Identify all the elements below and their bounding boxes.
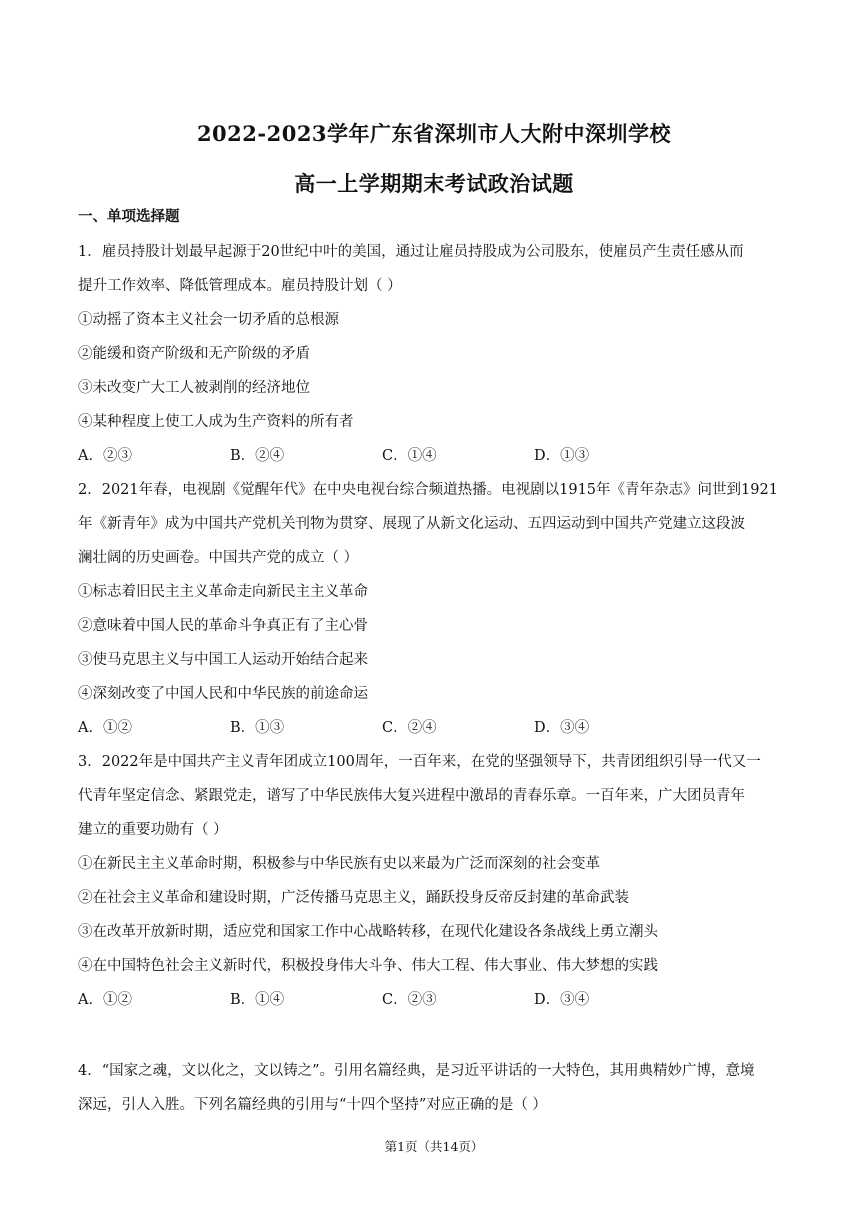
- q1-option-c: C．①④: [382, 448, 437, 464]
- q4-stem-line-2: 深远，引人入胜。下列名篇经典的引用与“十四个坚持”对应正确的是（ ）: [78, 1097, 547, 1113]
- q1-stem-line-2: 提升工作效率、降低管理成本。雇员持股计划（ ）: [78, 278, 402, 294]
- q2-stem-line-3: 澜壮阔的历史画卷。中国共产党的成立（ ）: [78, 550, 359, 566]
- q1-option-a: A．②③: [78, 448, 132, 464]
- q1-item-3: ③未改变广大工人被剥削的经济地位: [78, 380, 310, 396]
- q3-option-c: C．②③: [382, 992, 437, 1008]
- q1-option-d: D．①③: [534, 448, 590, 464]
- q1-option-b: B．②④: [230, 448, 285, 464]
- q2-stem-line-2: 年《新青年》成为中国共产党机关刊物为贯穿、展现了从新文化运动、五四运动到中国共产党建立这段波: [78, 516, 745, 532]
- q3-stem-line-3: 建立的重要功勋有（ ）: [78, 822, 228, 838]
- q3-item-2: ②在社会主义革命和建设时期，广泛传播马克思主义，踊跃投身反帝反封建的革命武装: [78, 890, 629, 906]
- q3-option-a: A．①②: [78, 992, 132, 1008]
- q2-stem-line-1: 2．2021年春，电视剧《觉醒年代》在中央电视台综合频道热播。电视剧以1915年《青年杂志》问世到1921: [78, 482, 778, 498]
- q2-item-3: ③使马克思主义与中国工人运动开始结合起来: [78, 652, 368, 668]
- title-line-1: 2022-2023学年广东省深圳市人大附中深圳学校: [196, 121, 672, 146]
- q4-stem-line-1: 4．“国家之魂，文以化之，文以铸之”。引用名篇经典，是习近平讲话的一大特色，其用典精妙广博，意境: [78, 1063, 755, 1079]
- title-line-2: 高一上学期期末考试政治试题: [294, 171, 574, 196]
- q3-option-b: B．①④: [230, 992, 285, 1008]
- q3-item-3: ③在改革开放新时期，适应党和国家工作中心战略转移，在现代化建设各条战线上勇立潮头: [78, 924, 658, 940]
- q3-stem-line-2: 代青年坚定信念、紧跟党走，谱写了中华民族伟大复兴进程中激昂的青春乐章。一百年来，广大团员青年: [78, 788, 745, 804]
- q2-item-2: ②意味着中国人民的革命斗争真正有了主心骨: [78, 618, 368, 634]
- q3-stem-line-1: 3．2022年是中国共产主义青年团成立100周年，一百年来，在党的坚强领导下，共青团组织引导一代又一: [78, 754, 761, 770]
- q2-option-b: B．①③: [230, 720, 285, 736]
- q2-option-d: D．③④: [534, 720, 590, 736]
- q3-item-1: ①在新民主主义革命时期，积极参与中华民族有史以来最为广泛而深刻的社会变革: [78, 856, 600, 872]
- q2-item-1: ①标志着旧民主主义革命走向新民主主义革命: [78, 584, 368, 600]
- q2-option-a: A．①②: [78, 720, 132, 736]
- q2-item-4: ④深刻改变了中国人民和中华民族的前途命运: [78, 686, 368, 702]
- q3-item-4: ④在中国特色社会主义新时代，积极投身伟大斗争、伟大工程、伟大事业、伟大梦想的实践: [78, 958, 658, 974]
- q3-option-d: D．③④: [534, 992, 590, 1008]
- q1-item-1: ①动摇了资本主义社会一切矛盾的总根源: [78, 312, 339, 328]
- page-footer: 第1页（共14页）: [384, 1139, 484, 1154]
- q1-item-2: ②能缓和资产阶级和无产阶级的矛盾: [78, 346, 310, 362]
- q2-option-c: C．②④: [382, 720, 437, 736]
- section-heading: 一、单项选择题: [78, 208, 180, 225]
- q1-item-4: ④某种程度上使工人成为生产资料的所有者: [78, 414, 354, 430]
- q1-stem-line-1: 1．雇员持股计划最早起源于20世纪中叶的美国，通过让雇员持股成为公司股东，使雇员产生责任感从而: [78, 244, 744, 260]
